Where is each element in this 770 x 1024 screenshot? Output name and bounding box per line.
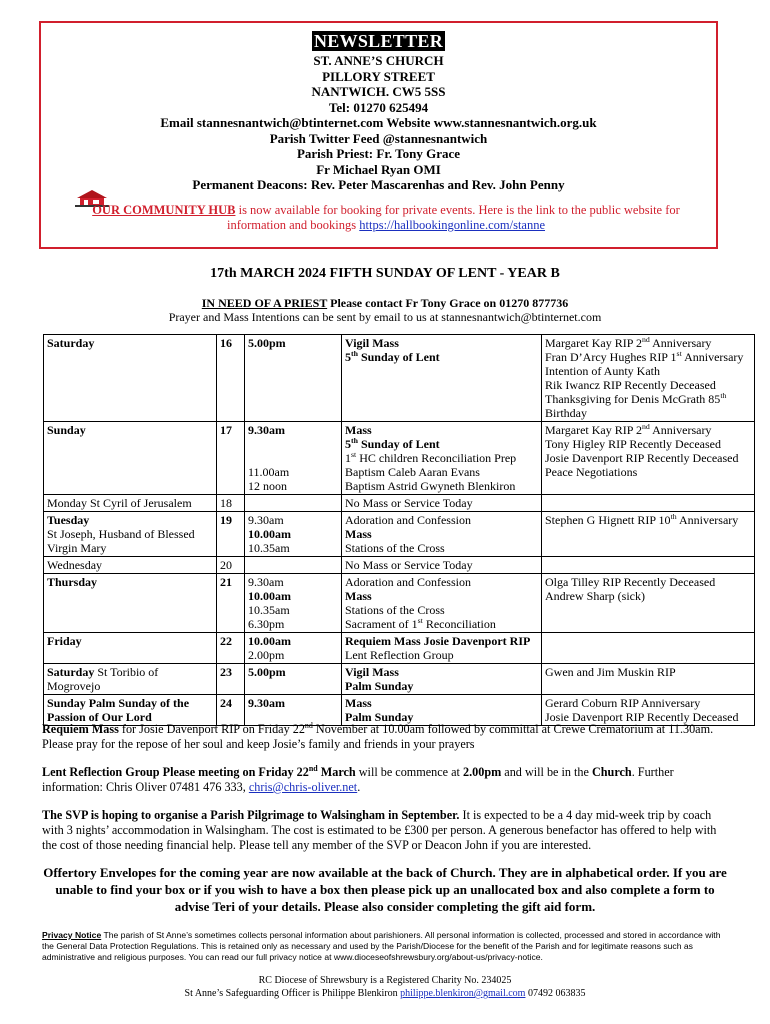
offertory-envelopes-notice: Offertory Envelopes for the coming year are now available at the back of Church. They are in alphabetical order. If you are unable to find your box or if you wish to have a box then please pick up an unallocated box and also complete a form to advise Teri of your details. Please also consider completing the gift aid form. — [43, 865, 727, 914]
community-hub-notice: OUR COMMUNITY HUB is now available for booking for private events. Here is the link to the public website for information and bookings https://hallbookingonline.com/stanne — [92, 203, 680, 232]
footer — [0, 974, 770, 1000]
street: PILLORY STREET — [322, 68, 435, 84]
mass-schedule-table — [43, 334, 755, 726]
table-row: Thursday 21 9.30am 10.00am 10.35am 6.30pm Adoration and Confession Mass Stations of the Cross Sacrament of 1st Reconciliation Olga Tilley RIP Recently Deceased Andrew Sharp (sick) — [44, 574, 755, 633]
fr-michael: Fr Michael Ryan OMI — [316, 161, 441, 177]
town: NANTWICH. CW5 5SS — [311, 84, 446, 99]
deacons: Permanent Deacons: Rev. Peter Mascarenhas and Rev. John Penny — [192, 177, 565, 192]
privacy-notice: Privacy Notice The parish of St Anne’s sometimes collects personal information about parishioners. All personal information is collected, processed and stored in accordance with the General Data Protection Regulations. This is retained only as necessary and used by the Parish/Diocese for the benefit of the Parish and for legitimate reasons such as administrative and religious purposes. You can read our full privacy notice at www.dioceseofshrewsbury.org/about-us/privacy-notice. — [42, 930, 721, 962]
chris-oliver-email-link[interactable]: chris@chris-oliver.net — [248, 780, 358, 794]
safeguarding-email-link[interactable]: philippe.blenkiron@gmail.com — [400, 988, 526, 999]
table-row: Wednesday 20 No Mass or Service Today — [44, 557, 755, 574]
safeguarding-officer: St Anne’s Safeguarding Officer is Philippe Blenkiron philippe.blenkiron@gmail.com 07492 063835 — [184, 988, 586, 999]
church-details — [41, 53, 716, 193]
prayer-intentions-line: Prayer and Mass Intentions can be sent by email to us at stannesnantwich@btinternet.com — [168, 310, 602, 324]
twitter-feed: Parish Twitter Feed @stannesnantwich — [269, 130, 488, 146]
newsletter-title: NEWSLETTER — [313, 31, 444, 51]
telephone: Tel: 01270 625494 — [328, 99, 429, 115]
table-row: Sunday 17 9.30am 11.00am 12 noon Mass 5th Sunday of Lent 1st HC children Reconciliation Prep Baptism Caleb Aaran Evans Baptism Astrid Gwyneth Blenkiron Margaret Kay RIP 2nd Anniversary Tony Higley RIP Recently Deceased Josie Davenport RIP Recently Deceased Peace Negotiations — [44, 422, 755, 495]
table-row: Sunday Palm Sunday of the Passion of Our Lord 24 9.30am Mass Palm Sunday Gerard Coburn RIP Anniversary Josie Davenport RIP Recently Deceased — [44, 695, 755, 726]
newsletter-header — [39, 21, 718, 249]
table-row: Saturday St Toribio of Mogrovejo 23 5.00pm Vigil Mass Palm Sunday Gwen and Jim Muskin RIP — [44, 664, 755, 695]
church-name: ST. ANNE’S CHURCH — [313, 53, 444, 68]
email-website: Email stannesnantwich@btinternet.com Website www.stannesnantwich.org.uk — [160, 115, 597, 130]
table-row: Tuesday St Joseph, Husband of Blessed Virgin Mary 19 9.30am 10.00am 10.35am Adoration and Confession Mass Stations of the Cross Stephen G Hignett RIP 10th Anniversary — [44, 512, 755, 557]
need-priest-line: IN NEED OF A PRIEST Please contact Fr Tony Grace on 01270 877736 — [201, 296, 569, 310]
lent-reflection-notice: Lent Reflection Group Please meeting on Friday 22nd March will be commence at 2.00pm and will be in the Church. Further information: Chris Oliver 07481 476 333, chris@chris-oliver.net. — [42, 763, 674, 794]
community-hub-title: OUR COMMUNITY HUB — [92, 203, 236, 217]
hall-booking-link[interactable]: https://hallbookingonline.com/stanne — [359, 218, 546, 232]
table-row: Friday 22 10.00am 2.00pm Requiem Mass Josie Davenport RIP Lent Reflection Group — [44, 633, 755, 664]
parish-priest: Parish Priest: Fr. Tony Grace — [296, 146, 461, 161]
charity-number: RC Diocese of Shrewsbury is a Registered Charity No. 234025 — [258, 975, 512, 986]
sunday-title: 17th MARCH 2024 FIFTH SUNDAY OF LENT - YEAR B — [210, 266, 560, 281]
requiem-notice: Requiem Mass for Josie Davenport RIP on Friday 22nd November at 10.00am followed by committal at Crewe Crematorium at 11.30am. Please pray for the repose of her soul and keep Josie’s family and friends in your prayers — [42, 720, 714, 751]
table-row: Monday St Cyril of Jerusalem 18 No Mass or Service Today — [44, 495, 755, 512]
table-row: Saturday 16 5.00pm Vigil Mass 5th Sunday of Lent Margaret Kay RIP 2nd Anniversary Fran D’Arcy Hughes RIP 1st Anniversary Intention of Aunty Kath Rik Iwancz RIP Recently Deceased Thanksgiving for Denis McGrath 85th Birthday — [44, 335, 755, 422]
svp-pilgrimage-notice: The SVP is hoping to organise a Parish Pilgrimage to Walsingham in September. It is expected to be a 4 day mid-week trip by coach with 3 nights’ accommodation in Walsingham. The cost is estimated to be £300 per person. A generous benefactor has offered to help with the cost of those needing financial help. Please tell any member of the SVP or Deacon John if you are interested. — [42, 808, 717, 852]
